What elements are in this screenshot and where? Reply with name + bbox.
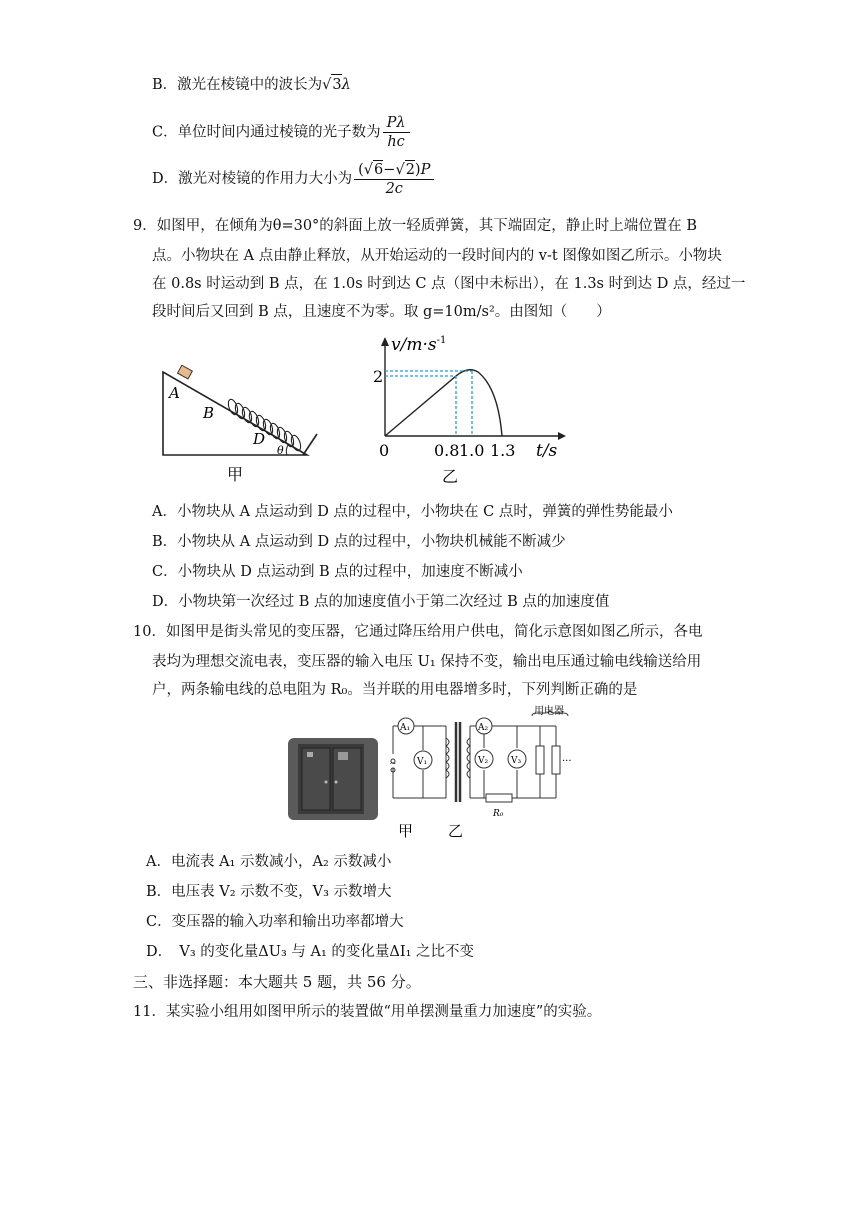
q10-line-3: 户，两条输电线的总电阻为 R₀。当并联的用电器增多时，下列判断正确的是 [152,682,638,698]
meter-a2: A₂ [478,723,489,733]
vt-xtick-0.8: 0.8 [434,441,460,460]
meter-v1: V₁ [417,757,428,767]
q8-option-d-sqrt6: 6 [374,162,384,178]
q10-figure [286,704,586,844]
meter-v3: V₃ [511,756,522,766]
q9-option-a: A．小物块从 A 点运动到 D 点的过程中，小物块在 C 点时，弹簧的弹性势能最小 [152,504,673,520]
label-b: B [203,404,215,422]
q10-line-1: 10．如图甲是街头常见的变压器，它通过降压给用户供电，简化示意图如图乙所示，各电 [133,624,703,640]
q11-line-1: 11．某实验小组用如图甲所示的装置做“用单摆测量重力加速度”的实验。 [133,1004,602,1020]
q8-option-d-fraction: $\frac{(√6-√2)P}{2c}$ [354,160,434,198]
caption-jia-10: 甲 [398,822,414,840]
q8-option-d [152,160,434,198]
appliance-label: 用电器 [534,706,564,717]
q9-figure-incline [155,362,330,490]
vt-xlabel: t/s [536,441,558,461]
section-heading: 三、非选择题：本大题共 5 题，共 56 分。 [133,973,421,991]
q9-line-1: 9．如图甲，在倾角为θ=30°的斜面上放一轻质弹簧，其下端固定，静止时上端位置在 B [133,218,698,234]
meter-a1: A₁ [400,723,411,733]
resistor-r0-label: R₀ [493,809,504,819]
vt-origin: 0 [379,441,390,460]
q8-option-b: B．激光在棱镜中的波长为√3λ [152,74,351,95]
q8-option-c-den: hc [387,134,405,150]
label-d: D [253,430,266,448]
label-theta: θ [277,444,284,457]
q8-option-c [152,114,410,151]
q10-option-d: D． V₃ 的变化量ΔU₃ 与 A₁ 的变化量ΔI₁ 之比不变 [146,944,475,960]
meter-v2: V₂ [478,756,489,766]
ellipsis: ··· [562,756,572,767]
q10-option-b: B．电压表 V₂ 示数不变，V₃ 示数增大 [146,884,392,900]
q10-option-c: C．变压器的输入功率和输出功率都增大 [146,914,404,930]
q8-option-d-p: P [420,162,431,178]
caption-jia: 甲 [227,465,244,484]
q9-line-3: 在 0.8s 时运动到 B 点，在 1.0s 时到达 C 点（图中未标出），在 1.3s 时到达 D 点，经过一 [152,276,746,292]
vt-ylabel: $v/m\cdot s^{-1}$ [391,335,447,355]
q10-option-a: A．电流表 A₁ 示数减小，A₂ 示数减小 [146,854,392,870]
q8-option-c-fraction [383,114,410,151]
q9-line-2: 点。小物块在 A 点由静止释放，从开始运动的一段时间内的 v-t 图像如图乙所示。小物块 [152,248,722,264]
q10-line-2: 表均为理想交流电表，变压器的输入电压 U₁ 保持不变，输出电压通过输电线输送给用 [152,654,702,670]
vt-ytick-2: 2 [373,367,384,386]
q8-option-d-sqrt2: 2 [405,162,415,178]
q8-option-c-num: Pλ [383,114,410,133]
q8-option-c-text: C．单位时间内通过棱镜的光子数为 [152,124,381,141]
label-a: A [169,384,180,402]
q9-line-4: 段时间后又回到 B 点，且速度不为零。取 g=10m/s²。由图知（ ） [152,304,611,320]
svg-text:~: ~ [389,759,397,769]
vt-xtick-1.3: 1.3 [490,441,516,460]
q9-option-d: D．小物块第一次经过 B 点的加速度值小于第二次经过 B 点的加速度值 [152,594,610,610]
caption-yi: 乙 [442,467,459,486]
q9-figure-vt-graph [360,332,570,490]
q8-option-d-text: D．激光对棱镜的作用力大小为 [152,171,353,187]
caption-yi-10: 乙 [448,822,464,840]
q8-option-b-sqrt: 3 [331,74,341,95]
q9-option-c: C．小物块从 D 点运动到 B 点的过程中，加速度不断减小 [152,564,523,580]
q8-option-d-den: 2c [385,181,403,197]
q9-option-b: B．小物块从 A 点运动到 D 点的过程中，小物块机械能不断减少 [152,534,566,550]
q8-option-b-text: B．激光在棱镜中的波长为 [152,77,323,93]
vt-xtick-1.0: 1.0 [459,441,485,460]
q8-option-b-var: λ [341,77,351,93]
